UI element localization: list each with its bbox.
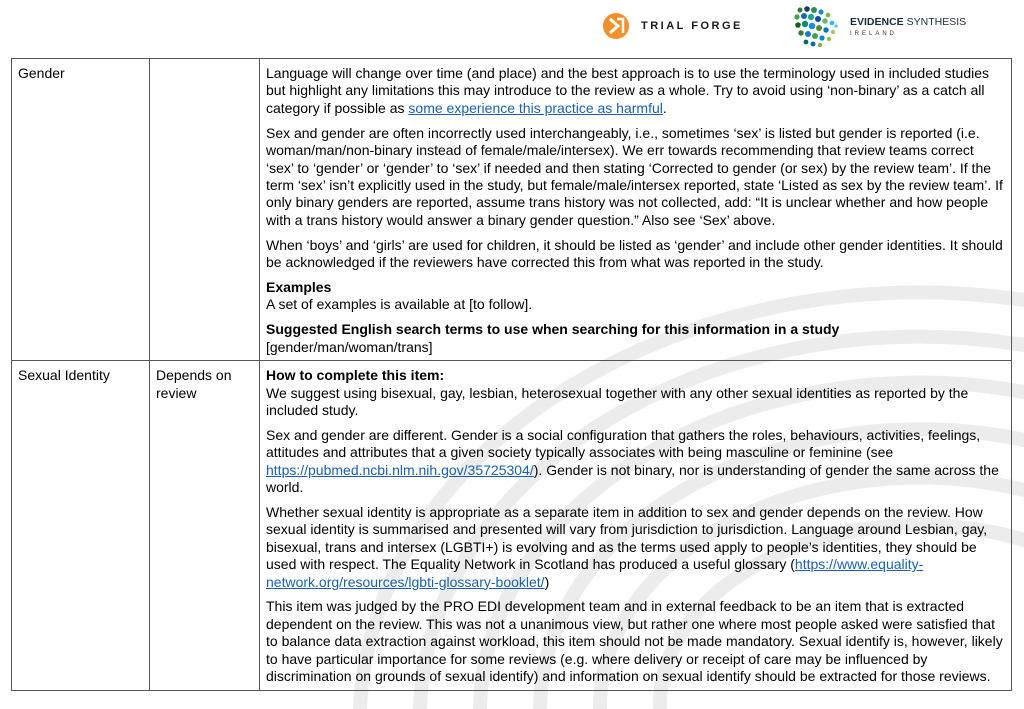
table-row-sexual-identity: [12, 361, 1012, 690]
dot-cluster-icon: [792, 4, 846, 50]
requirement-cell: Depends on review: [150, 361, 260, 690]
examples-section: [266, 279, 1005, 314]
guidance-paragraph: When ‘boys’ and ‘girls’ are used for children, it should be listed as ‘gender’ and include other gender identities. It should be acknowledged if the reviewers have corrected this from what was reported in the study.: [266, 236, 1003, 271]
search-terms-section: [266, 321, 1005, 356]
guidance-paragraph: Sex and gender are often incorrectly used interchangeably, i.e., sometimes ‘sex’ is listed but gender is reported (i.e. woman/man/non-binary instead of female/male/intersex). We err towards recommending that review teams correct ‘sex’ to ‘gender’ or ‘gender’ to ‘sex’ if needed and then stating ‘Corrected to gender (or sex) by the review team’. If the term ‘sex’ isn’t explicitly used in the study, but female/male/intersex reported, state ‘Listed as sex by the review team’. If only binary genders are reported, assume trans history was not collected, add: “It is unclear whether and how people with a trans history would answer a binary gender question.” Also see ‘Sex’ above.: [266, 124, 1003, 228]
guidance-cell: [260, 361, 1012, 690]
evidence-synthesis-logo: [792, 4, 966, 50]
guidance-cell: [260, 59, 1012, 361]
equality-network-glossary-link[interactable]: https://www.equality-network.org/resources/lgbti-glossary-booklet/: [266, 556, 924, 590]
evidence-synthesis-wordmark: EVIDENCE SYNTHESIS: [850, 16, 967, 29]
examples-heading: Examples: [266, 278, 332, 295]
item-name-cell: Sexual Identity: [12, 361, 150, 690]
evidence-synthesis-subtitle: IRELAND: [850, 30, 898, 37]
table-row-gender: [12, 59, 1012, 361]
examples-text: A set of examples is available at [to follow].: [266, 296, 533, 313]
guidance-paragraph: Sex and gender are different. Gender is a social configuration that gathers the roles, behaviours, activities, feelings, attitudes and attributes that a given society typically associates with being masculine or feminine (see https://pubmed.ncbi.nlm.nih.gov/35725304/). Gender is not binary, nor is understanding of gender the same across the world.: [266, 426, 999, 496]
pubmed-link[interactable]: https://pubmed.ncbi.nlm.nih.gov/35725304/: [266, 461, 534, 478]
search-terms-heading: Suggested English search terms to use when searching for this information in a study: [266, 321, 840, 338]
trial-forge-wordmark: TRIAL FORGE: [641, 20, 743, 32]
requirement-cell: [150, 59, 260, 361]
search-terms-text: [gender/man/woman/trans]: [266, 338, 433, 355]
harmful-practice-link[interactable]: some experience this practice as harmful: [408, 99, 663, 116]
guidance-paragraph: Language will change over time (and place) and the best approach is to use the terminology used in included studies but highlight any limitations this may introduce to the review as a whole. Try to avoid using ‘non-binary’ as a catch all category if possible as some experience this practice as harmful.: [266, 65, 990, 116]
trial-forge-logo: [601, 10, 743, 42]
how-to-complete-heading: How to complete this item:: [266, 367, 445, 384]
guidance-paragraph: This item was judged by the PRO EDI development team and in external feedback to be an item that is extracted dependent on the review. This was not a unanimous view, but rather one where most people asked were satisfied that to balance data extraction against workload, this item should not be made mandatory. Sexual identify is, however, likely to have particular importance for some reviews (e.g. where delivery or receipt of care may be influenced by discrimination on grounds of sexual identify) and information on sexual identify should be extracted for those reviews.: [266, 598, 1003, 685]
guidance-paragraph: Whether sexual identity is appropriate as a separate item in addition to sex and gender depends on the review. How sexual identity is summarised and presented will vary from jurisdiction to jurisdiction. Language around Lesbian, gay, bisexual, trans and intersex (LGBTI+) is evolving and as the terms used apply to people’s identities, they should be used with respect. The Equality Network in Scotland has produced a useful glossary (https://www.equality-network.org/resources/lgbti-glossary-booklet/): [266, 503, 988, 590]
page-header: [0, 0, 1024, 56]
how-to-complete-section: How to complete this item: We suggest using bisexual, gay, lesbian, heterosexual together with any other sexual identities as reported by the included study.: [266, 367, 969, 418]
guidance-table: [11, 58, 1012, 691]
trial-forge-icon: [601, 11, 631, 41]
item-name-cell: Gender: [12, 59, 150, 361]
